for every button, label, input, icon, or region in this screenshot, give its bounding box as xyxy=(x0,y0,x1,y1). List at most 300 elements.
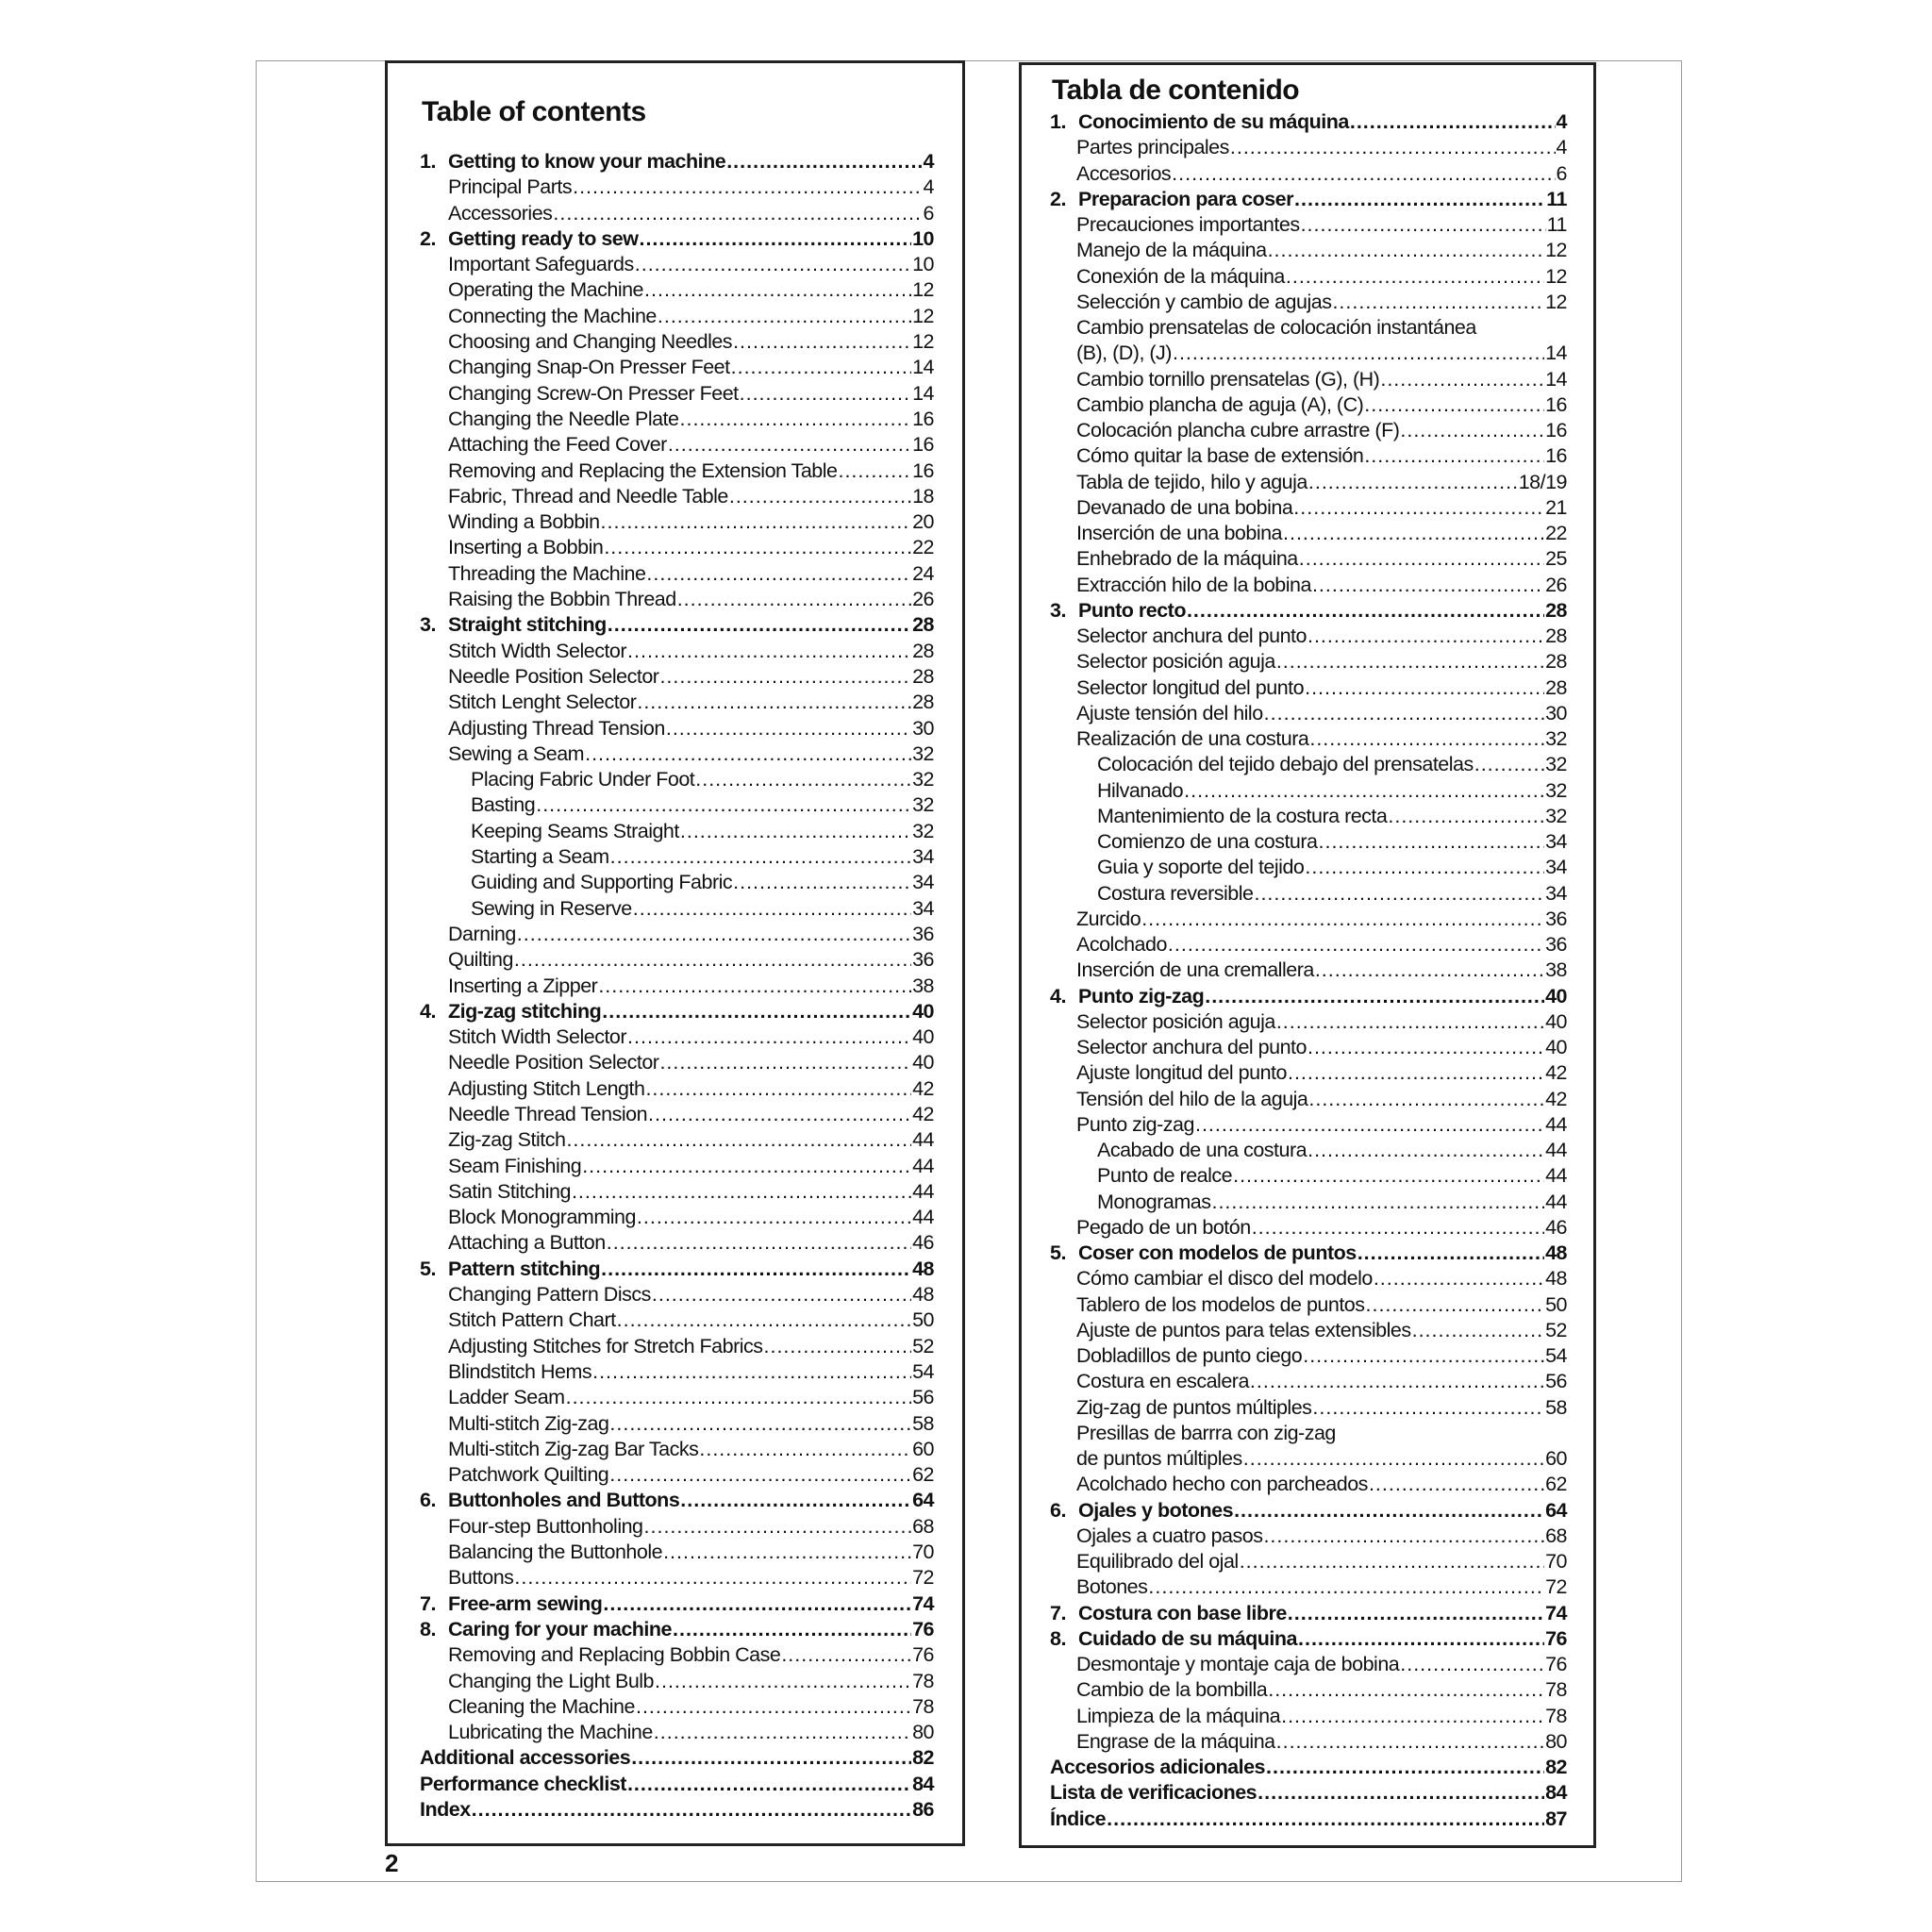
toc-page-number: 32 xyxy=(912,793,934,817)
toc-entry-label: Changing Pattern Discs xyxy=(448,1283,651,1307)
toc-entry xyxy=(1050,547,1567,573)
toc-dot-leader xyxy=(566,1128,911,1152)
toc-page-number: 14 xyxy=(912,356,934,379)
toc-entry xyxy=(1050,625,1567,650)
toc-page-number: 80 xyxy=(1545,1729,1567,1753)
toc-section-heading xyxy=(1050,1807,1567,1833)
toc-page-number: 86 xyxy=(912,1798,934,1821)
toc-entry-label: Adjusting Thread Tension xyxy=(448,716,665,740)
toc-entry-label: Needle Position Selector xyxy=(448,664,659,688)
toc-entry xyxy=(1050,239,1567,264)
toc-entry-label: Accessories xyxy=(448,201,553,225)
toc-entry-label: Changing the Light Bulb xyxy=(448,1669,655,1692)
toc-entry-label: Buttonholes and Buttons xyxy=(448,1489,680,1512)
toc-dot-leader xyxy=(695,768,911,791)
toc-section-number: 8. xyxy=(1050,1626,1066,1650)
toc-page-number: 54 xyxy=(912,1359,934,1383)
toc-page-number: 40 xyxy=(912,1051,934,1074)
toc-page-number: 42 xyxy=(1545,1061,1567,1085)
toc-entry xyxy=(420,1566,934,1591)
toc-page-number: 12 xyxy=(1545,264,1567,288)
toc-entry-label: Seam Finishing xyxy=(448,1154,582,1177)
toc-entry-label: Acolchado xyxy=(1076,933,1167,956)
toc-entry-label: Needle Thread Tension xyxy=(448,1102,648,1125)
toc-dot-leader xyxy=(668,433,911,457)
toc-dot-leader xyxy=(1474,753,1544,776)
toc-entry xyxy=(420,768,934,793)
toc-entry xyxy=(1050,1705,1567,1730)
toc-page-number: 76 xyxy=(1545,1653,1567,1675)
toc-entry xyxy=(1050,1730,1567,1756)
toc-entry-label: Ajuste tensión del hilo xyxy=(1076,701,1263,724)
toc-page-number: 36 xyxy=(1545,933,1567,956)
toc-entry-label: Selector posición aguja xyxy=(1076,1009,1275,1033)
toc-section-number: 3. xyxy=(420,613,436,637)
toc-entry xyxy=(1050,1678,1567,1704)
toc-entry xyxy=(420,1360,934,1386)
toc-entry xyxy=(1050,136,1567,161)
toc-page-number: 82 xyxy=(1545,1756,1567,1778)
toc-dot-leader xyxy=(1301,213,1546,237)
toc-page-number: 14 xyxy=(912,381,934,405)
toc-entry-label: Removing and Replacing Bobbin Case xyxy=(448,1643,781,1667)
toc-entry-label: Darning xyxy=(448,922,516,945)
toc-entry-label: Lubricating the Machine xyxy=(448,1721,653,1744)
toc-page-number: 58 xyxy=(912,1411,934,1435)
toc-dot-leader xyxy=(514,948,911,972)
toc-entry-label: Zig-zag Stitch xyxy=(448,1128,566,1152)
toc-dot-leader xyxy=(663,1541,911,1564)
toc-entry xyxy=(1050,574,1567,599)
toc-entry-label: Extracción hilo de la bobina xyxy=(1076,573,1311,596)
toc-page-number: 32 xyxy=(1545,778,1567,802)
toc-page-number: 36 xyxy=(912,948,934,972)
toc-dot-leader xyxy=(472,1798,911,1822)
toc-entry xyxy=(1050,1216,1567,1241)
toc-dot-leader xyxy=(659,665,911,689)
toc-page-number: 40 xyxy=(1545,1009,1567,1033)
toc-entry-label: Selector anchura del punto xyxy=(1076,625,1307,647)
toc-page-number: 70 xyxy=(912,1541,934,1564)
toc-entry-label: Costura en escalera xyxy=(1076,1370,1249,1393)
toc-entry xyxy=(1050,522,1567,547)
toc-dot-leader xyxy=(1380,368,1544,391)
toc-section-heading xyxy=(1050,1627,1567,1653)
toc-dot-leader xyxy=(1308,1088,1544,1111)
toc-entry-label: Sewing a Seam xyxy=(448,741,585,765)
toc-dot-leader xyxy=(627,640,911,663)
toc-list-spanish xyxy=(1050,110,1567,1833)
toc-entry-label: Ajuste de puntos para telas extensibles xyxy=(1076,1318,1411,1341)
toc-dot-leader xyxy=(1364,393,1544,417)
toc-entry-label: Tensión del hilo de la aguja xyxy=(1076,1087,1308,1110)
toc-dot-leader xyxy=(680,1489,911,1512)
toc-dot-leader xyxy=(673,1618,911,1641)
toc-page-number: 12 xyxy=(1545,239,1567,262)
toc-entry xyxy=(1050,1396,1567,1422)
toc-dot-leader xyxy=(639,227,911,251)
toc-entry-label: Stitch Width Selector xyxy=(448,639,627,662)
toc-entry-label: Balancing the Buttonhole xyxy=(448,1541,663,1564)
toc-page-number: 44 xyxy=(912,1128,934,1152)
toc-entry xyxy=(420,485,934,510)
toc-page-number: 68 xyxy=(912,1514,934,1538)
toc-entry-label: Inserción de una bobina xyxy=(1076,522,1283,544)
toc-page-number: 78 xyxy=(1545,1678,1567,1702)
toc-entry xyxy=(420,588,934,613)
toc-entry xyxy=(420,1541,934,1566)
toc-page-number: 22 xyxy=(1545,522,1567,544)
toc-section-number: 2. xyxy=(1050,187,1066,210)
toc-page-number: 84 xyxy=(1545,1781,1567,1805)
toc-entry-label: Ladder Seam xyxy=(448,1386,565,1409)
toc-dot-leader xyxy=(1283,522,1544,545)
toc-section-number: 4. xyxy=(420,999,436,1023)
toc-entry-label: (B), (D), (J) xyxy=(1076,341,1172,365)
toc-page-number: 46 xyxy=(912,1231,934,1255)
toc-page-number: 32 xyxy=(912,741,934,765)
toc-dot-leader xyxy=(631,1746,911,1770)
toc-entry xyxy=(420,665,934,691)
toc-entry-label: Pegado de un botón xyxy=(1076,1215,1251,1239)
toc-page-number: 4 xyxy=(923,150,934,173)
toc-dot-leader xyxy=(1298,1627,1544,1651)
toc-entry xyxy=(420,974,934,1000)
toc-page-number: 28 xyxy=(1545,625,1567,647)
toc-entry xyxy=(420,305,934,330)
toc-entry-label: Cuidado de su máquina xyxy=(1078,1626,1297,1650)
toc-page-number: 32 xyxy=(1545,804,1567,827)
toc-entry-label: Stitch Pattern Chart xyxy=(448,1308,616,1332)
toc-dot-leader xyxy=(1184,779,1544,803)
toc-dot-leader xyxy=(1350,110,1556,134)
toc-dot-leader xyxy=(609,1412,911,1436)
toc-dot-leader xyxy=(1240,1550,1544,1574)
toc-dot-leader xyxy=(652,1283,911,1307)
toc-entry-label: Colocación del tejido debajo del prensatelas xyxy=(1097,753,1474,776)
toc-page-number: 28 xyxy=(912,691,934,714)
toc-entry-label: Inserción de una cremallera xyxy=(1076,958,1314,982)
toc-dot-leader xyxy=(1243,1447,1544,1471)
toc-entry-label: Adjusting Stitches for Stretch Fabrics xyxy=(448,1334,763,1357)
toc-entry-label: Performance checklist xyxy=(420,1772,626,1795)
toc-entry xyxy=(1050,1575,1567,1601)
toc-page-number: 48 xyxy=(1545,1267,1567,1291)
toc-dot-leader xyxy=(1264,702,1544,725)
toc-page-number: 64 xyxy=(912,1489,934,1512)
toc-entry xyxy=(1050,419,1567,444)
toc-entry xyxy=(420,278,934,304)
toc-entry-label: Stitch Width Selector xyxy=(448,1025,627,1049)
toc-entry xyxy=(420,330,934,356)
toc-page-number: 36 xyxy=(912,922,934,945)
toc-entry xyxy=(1050,162,1567,188)
toc-entry xyxy=(1050,1524,1567,1550)
toc-dot-leader xyxy=(610,845,911,869)
toc-dot-leader xyxy=(633,897,911,921)
toc-page-number: 44 xyxy=(1545,1190,1567,1213)
toc-entry-label: Tablero de los modelos de puntos xyxy=(1076,1292,1365,1316)
toc-page-number: 48 xyxy=(912,1257,934,1280)
toc-entry xyxy=(1050,213,1567,239)
toc-dot-leader xyxy=(731,356,911,379)
toc-section-heading xyxy=(1050,1781,1567,1807)
toc-page-number: 72 xyxy=(1545,1575,1567,1599)
toc-dot-leader xyxy=(598,974,911,998)
toc-entry-label: Blindstitch Hems xyxy=(448,1359,592,1383)
toc-page-number: 84 xyxy=(912,1772,934,1795)
toc-section-heading xyxy=(420,1798,934,1824)
toc-dot-leader xyxy=(585,742,911,766)
toc-page-number: 62 xyxy=(1545,1473,1567,1496)
toc-entry xyxy=(1050,1447,1567,1473)
toc-entry xyxy=(1050,1061,1567,1087)
toc-page-number: 28 xyxy=(1545,650,1567,674)
toc-page-number: 4 xyxy=(1556,136,1567,159)
toc-dot-leader xyxy=(1307,1036,1544,1059)
toc-entry xyxy=(420,1412,934,1438)
toc-entry-label: Inserting a Bobbin xyxy=(448,536,604,559)
toc-entry-label: Zurcido xyxy=(1076,907,1141,930)
toc-page-number: 34 xyxy=(1545,856,1567,879)
toc-page-number: 20 xyxy=(912,510,934,534)
toc-page-number: 14 xyxy=(1545,341,1567,365)
toc-page-number: 44 xyxy=(1545,1112,1567,1136)
toc-page-number: 32 xyxy=(1545,727,1567,750)
toc-dot-leader xyxy=(733,871,911,894)
toc-page-number: 78 xyxy=(912,1694,934,1718)
toc-entry xyxy=(1050,1422,1567,1447)
toc-page-number: 34 xyxy=(912,871,934,894)
toc-entry xyxy=(420,845,934,871)
toc-page-number: 16 xyxy=(1545,419,1567,441)
toc-dot-leader xyxy=(627,1025,911,1049)
toc-entry xyxy=(420,253,934,278)
toc-dot-leader xyxy=(1374,1267,1544,1291)
toc-dot-leader xyxy=(1309,727,1544,751)
toc-dot-leader xyxy=(1173,341,1544,365)
toc-entry-label: Botones xyxy=(1076,1575,1148,1599)
toc-entry-label: Punto recto xyxy=(1078,598,1186,622)
toc-dot-leader xyxy=(644,278,911,302)
toc-dot-leader xyxy=(1412,1319,1544,1342)
toc-dot-leader xyxy=(573,175,922,199)
toc-entry-label: Basting xyxy=(471,793,536,817)
toc-entry-label: Cambio prensatelas de colocación instantánea xyxy=(1076,316,1476,339)
toc-dot-leader xyxy=(1195,1113,1544,1137)
toc-entry-label: Mantenimiento de la costura recta xyxy=(1097,804,1388,827)
toc-page-number: 25 xyxy=(1545,547,1567,571)
toc-dot-leader xyxy=(1388,805,1544,828)
toc-dot-leader xyxy=(1294,188,1545,211)
toc-entry-label: Punto zig-zag xyxy=(1078,984,1205,1008)
toc-section-heading xyxy=(420,1257,934,1283)
toc-entry-label: Ojales y botones xyxy=(1078,1498,1234,1522)
toc-entry xyxy=(1050,676,1567,702)
toc-entry-label: Comienzo de una costura xyxy=(1097,830,1318,853)
toc-dot-leader xyxy=(1369,1473,1544,1496)
toc-dot-leader xyxy=(617,1308,911,1332)
toc-page-number: 44 xyxy=(912,1206,934,1229)
toc-entry-label: Attaching the Feed Cover xyxy=(448,433,667,457)
toc-page-number: 16 xyxy=(912,433,934,457)
toc-page-number: 50 xyxy=(1545,1292,1567,1316)
toc-dot-leader xyxy=(1315,958,1544,982)
toc-section-heading xyxy=(420,1489,934,1514)
toc-entry-label: Engrase de la máquina xyxy=(1076,1729,1275,1753)
toc-page-number: 87 xyxy=(1545,1807,1567,1830)
toc-entry xyxy=(1050,1344,1567,1370)
toc-page-number: 72 xyxy=(912,1566,934,1590)
toc-entry-label: Important Safeguards xyxy=(448,253,634,276)
toc-page-number: 42 xyxy=(912,1102,934,1125)
toc-entry-label: Sewing in Reserve xyxy=(471,896,632,920)
toc-entry xyxy=(420,356,934,381)
toc-dot-leader xyxy=(1305,676,1544,700)
toc-page-number: 74 xyxy=(912,1591,934,1615)
toc-page-number: 14 xyxy=(1545,367,1567,391)
toc-dot-leader xyxy=(1263,1524,1544,1548)
toc-entry-label: Ojales a cuatro pasos xyxy=(1076,1524,1263,1547)
toc-dot-leader xyxy=(764,1335,912,1358)
toc-entry-label: Conocimiento de su máquina xyxy=(1078,110,1349,133)
toc-page-number: 34 xyxy=(1545,830,1567,853)
toc-section-heading xyxy=(420,1592,934,1618)
toc-page-number: 11 xyxy=(1546,213,1567,236)
toc-entry-label: Desmontaje y montaje caja de bobina xyxy=(1076,1653,1400,1675)
toc-dot-leader xyxy=(1257,1781,1544,1805)
toc-dot-leader xyxy=(646,562,911,586)
toc-entry-label: Principal Parts xyxy=(448,175,573,199)
toc-entry-label: Hilvanado xyxy=(1097,778,1184,802)
toc-entry xyxy=(420,1077,934,1103)
toc-entry xyxy=(1050,830,1567,856)
toc-entry-label: Zig-zag stitching xyxy=(448,999,602,1023)
toc-entry xyxy=(1050,1139,1567,1164)
toc-entry-label: Precauciones importantes xyxy=(1076,213,1300,236)
toc-dot-leader xyxy=(658,305,911,328)
toc-dot-leader xyxy=(517,923,911,946)
toc-section-heading xyxy=(1050,188,1567,213)
toc-dot-leader xyxy=(1276,650,1544,674)
toc-dot-leader xyxy=(680,408,912,431)
toc-entry xyxy=(420,562,934,588)
toc-page-number: 70 xyxy=(1545,1550,1567,1573)
toc-entry xyxy=(1050,1267,1567,1292)
toc-entry xyxy=(1050,933,1567,958)
toc-page-number: 82 xyxy=(912,1746,934,1770)
toc-entry-label: Connecting the Machine xyxy=(448,304,657,327)
toc-dot-leader xyxy=(838,459,911,483)
toc-entry xyxy=(420,510,934,536)
toc-page-number: 74 xyxy=(1545,1601,1567,1624)
toc-page-number: 16 xyxy=(912,407,934,430)
toc-dot-leader xyxy=(740,382,911,406)
toc-page-number: 40 xyxy=(912,999,934,1023)
toc-entry-label: Changing Screw-On Presser Feet xyxy=(448,381,739,405)
toc-entry-label: Limpieza de la máquina xyxy=(1076,1704,1281,1727)
toc-page-number: 16 xyxy=(1545,392,1567,416)
toc-page-number: 6 xyxy=(923,201,934,225)
toc-entry-label: Needle Position Selector xyxy=(448,1051,659,1074)
toc-entry xyxy=(420,175,934,201)
toc-section-heading xyxy=(420,1000,934,1025)
toc-dot-leader xyxy=(637,691,911,714)
toc-dot-leader xyxy=(1107,1807,1544,1831)
toc-page-number: 32 xyxy=(912,819,934,842)
toc-page-number: 62 xyxy=(912,1463,934,1487)
toc-entry-label: Colocación plancha cubre arrastre (F) xyxy=(1076,419,1400,441)
toc-dot-leader xyxy=(1141,908,1544,931)
toc-dot-leader xyxy=(655,1670,911,1693)
toc-entry-label: Placing Fabric Under Foot xyxy=(471,768,695,791)
toc-page-number: 78 xyxy=(1545,1704,1567,1727)
toc-page-number: 12 xyxy=(912,278,934,302)
toc-entry xyxy=(1050,1036,1567,1061)
toc-page-number: 44 xyxy=(1545,1164,1567,1188)
toc-entry-label: Four-step Buttonholing xyxy=(448,1514,643,1538)
toc-entry xyxy=(1050,368,1567,393)
toc-section-number: 5. xyxy=(1050,1241,1066,1264)
toc-entry-label: Monogramas xyxy=(1097,1190,1211,1213)
toc-entry xyxy=(1050,1370,1567,1395)
toc-entry-label: Cambio plancha de aguja (A), (C) xyxy=(1076,392,1364,416)
toc-section-number: 1. xyxy=(1050,110,1066,133)
toc-page-number: 44 xyxy=(912,1179,934,1203)
toc-dot-leader xyxy=(781,1643,911,1667)
toc-panel-spanish xyxy=(1019,62,1596,1848)
toc-entry xyxy=(1050,265,1567,291)
toc-entry-label: Partes principales xyxy=(1076,136,1229,159)
toc-page-number: 40 xyxy=(1545,1036,1567,1058)
toc-entry xyxy=(420,1695,934,1721)
toc-dot-leader xyxy=(1252,1216,1544,1240)
toc-entry xyxy=(1050,1550,1567,1575)
toc-section-heading xyxy=(1050,599,1567,625)
toc-entry xyxy=(420,793,934,819)
toc-entry-label: Presillas de barrra con zig-zag xyxy=(1076,1421,1336,1444)
toc-dot-leader xyxy=(604,536,911,559)
toc-page-number: 16 xyxy=(912,458,934,482)
toc-dot-leader xyxy=(635,253,911,276)
toc-entry-label: Punto zig-zag xyxy=(1076,1112,1194,1136)
toc-section-heading xyxy=(420,227,934,253)
toc-page-number: 46 xyxy=(1545,1215,1567,1239)
toc-dot-leader xyxy=(1307,625,1544,648)
toc-entry xyxy=(1050,393,1567,419)
toc-page-number: 44 xyxy=(912,1154,934,1177)
toc-section-heading xyxy=(1050,110,1567,136)
toc-entry xyxy=(420,948,934,974)
toc-section-number: 7. xyxy=(420,1591,436,1615)
toc-entry-label: Enhebrado de la máquina xyxy=(1076,547,1298,571)
toc-page-number: 34 xyxy=(912,896,934,920)
toc-page-number: 52 xyxy=(912,1334,934,1357)
toc-entry xyxy=(420,717,934,742)
toc-dot-leader xyxy=(644,1515,912,1539)
toc-dot-leader xyxy=(1319,830,1545,854)
toc-entry-label: Guiding and Supporting Fabric xyxy=(471,871,733,894)
toc-dot-leader xyxy=(726,150,922,174)
toc-dot-leader xyxy=(1211,1191,1544,1214)
toc-entry-label: Accesorios xyxy=(1076,161,1172,185)
toc-entry xyxy=(1050,1010,1567,1036)
toc-dot-leader xyxy=(1366,1293,1545,1317)
toc-dot-leader xyxy=(1205,985,1544,1008)
toc-section-number: 6. xyxy=(420,1489,436,1512)
toc-entry-label: Index xyxy=(420,1798,471,1821)
toc-page-number: 11 xyxy=(1546,187,1567,210)
